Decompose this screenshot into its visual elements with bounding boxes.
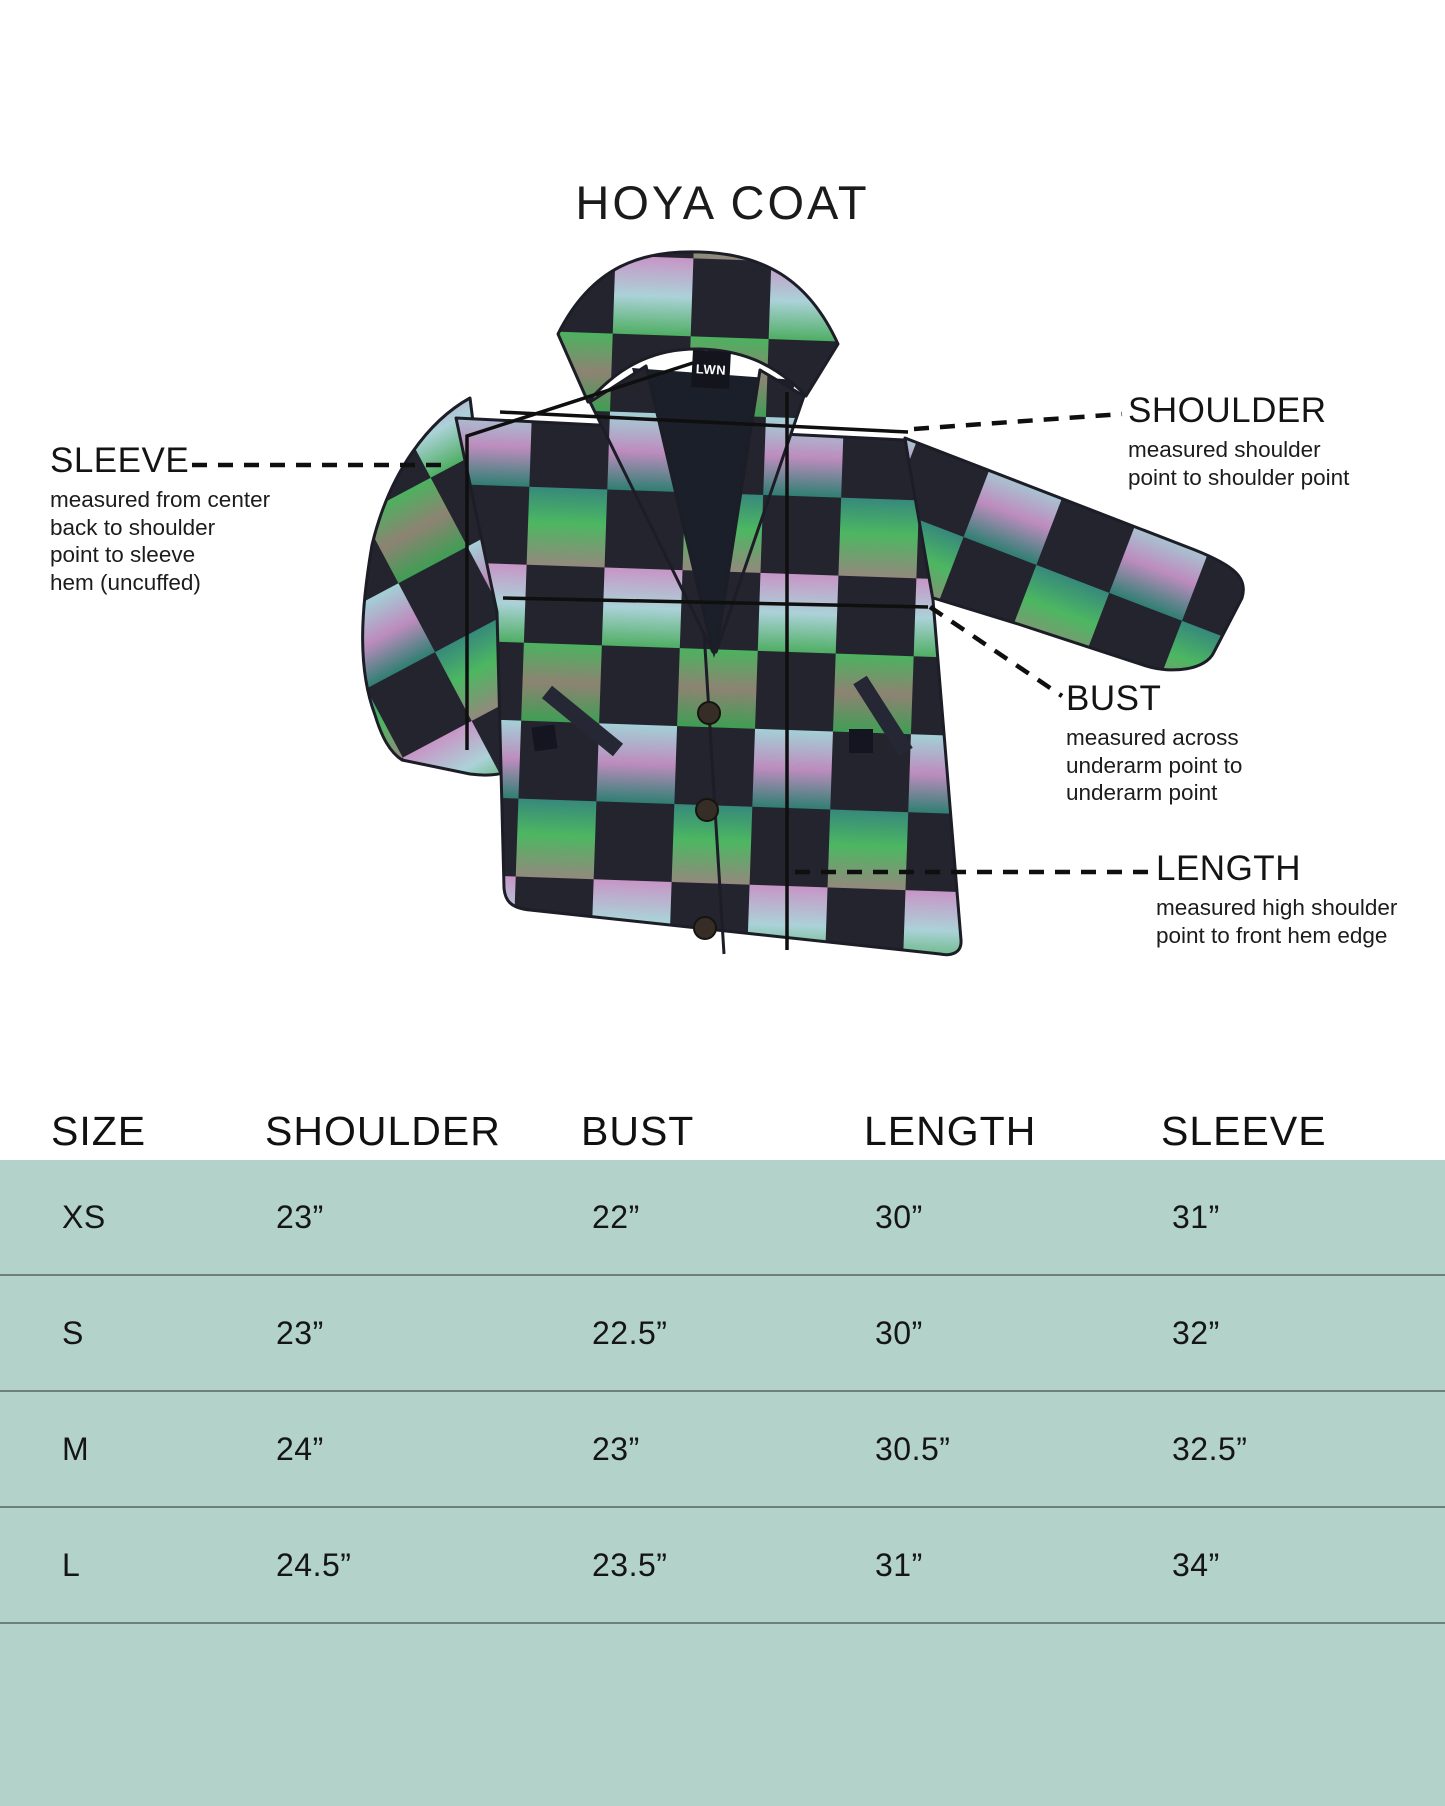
annotation-shoulder-line: measured shoulder bbox=[1128, 437, 1321, 462]
cell-sleeve: 34” bbox=[1172, 1546, 1220, 1583]
annotation-sleeve-line: hem (uncuffed) bbox=[50, 569, 201, 595]
cell-sleeve: 32.5” bbox=[1172, 1430, 1248, 1467]
cell-shoulder: 23” bbox=[276, 1314, 324, 1351]
cell-length: 30.5” bbox=[875, 1430, 951, 1467]
cell-bust: 23.5” bbox=[592, 1546, 668, 1583]
right-pocket-tab bbox=[849, 729, 873, 753]
cell-sleeve: 32” bbox=[1172, 1314, 1220, 1351]
cell-bust: 22.5” bbox=[592, 1314, 668, 1351]
annotation-sleeve-line: back to shoulder bbox=[50, 514, 216, 540]
brand-tag-text: LWN bbox=[695, 361, 727, 378]
annotation-bust-title: BUST bbox=[1066, 679, 1162, 718]
cell-size: M bbox=[62, 1430, 90, 1467]
column-header-bust: BUST bbox=[581, 1108, 695, 1154]
column-header-sleeve: SLEEVE bbox=[1161, 1108, 1327, 1154]
table-row-s bbox=[0, 1276, 1445, 1392]
annotation-length bbox=[1156, 849, 1397, 949]
cell-shoulder: 23” bbox=[276, 1198, 324, 1235]
cell-length: 30” bbox=[875, 1198, 923, 1235]
size-table-body bbox=[0, 1160, 1445, 1806]
annotation-length-title: LENGTH bbox=[1156, 849, 1301, 888]
cell-size: L bbox=[62, 1546, 81, 1583]
annotation-sleeve-line: measured from center bbox=[50, 487, 271, 512]
annotation-length-line: measured high shoulder bbox=[1156, 895, 1398, 920]
cell-length: 31” bbox=[875, 1546, 923, 1583]
shoulder-callout-dash bbox=[914, 414, 1122, 429]
page-title: HOYA COAT bbox=[575, 176, 870, 230]
column-header-size: SIZE bbox=[51, 1108, 147, 1154]
annotation-bust bbox=[1066, 679, 1242, 807]
table-row-l bbox=[0, 1508, 1445, 1624]
column-header-shoulder: SHOULDER bbox=[265, 1108, 501, 1154]
cell-sleeve: 31” bbox=[1172, 1198, 1220, 1235]
cell-bust: 23” bbox=[592, 1430, 640, 1467]
cell-size: XS bbox=[62, 1198, 106, 1235]
brand-tag bbox=[691, 350, 731, 389]
annotation-sleeve-title: SLEEVE bbox=[50, 441, 190, 480]
column-header-length: LENGTH bbox=[864, 1108, 1037, 1154]
annotation-shoulder-title: SHOULDER bbox=[1128, 391, 1327, 430]
annotation-shoulder-line: point to shoulder point bbox=[1128, 464, 1350, 490]
annotation-sleeve-line: point to sleeve bbox=[50, 542, 196, 567]
annotation-bust-line: underarm point bbox=[1066, 780, 1218, 805]
annotation-length-line: point to front hem edge bbox=[1156, 922, 1388, 948]
table-row-m bbox=[0, 1392, 1445, 1508]
cell-shoulder: 24.5” bbox=[276, 1546, 352, 1583]
cell-size: S bbox=[62, 1314, 84, 1351]
cell-length: 30” bbox=[875, 1314, 923, 1351]
cell-shoulder: 24” bbox=[276, 1430, 324, 1467]
size-table-header bbox=[0, 1090, 1445, 1160]
annotation-shoulder bbox=[1128, 391, 1349, 491]
size-table bbox=[0, 1090, 1445, 1806]
annotation-bust-line: measured across bbox=[1066, 725, 1239, 750]
cell-bust: 22” bbox=[592, 1198, 640, 1235]
annotation-bust-line: underarm point to bbox=[1066, 752, 1243, 778]
left-pocket-tab bbox=[531, 724, 557, 751]
annotation-sleeve bbox=[50, 441, 270, 596]
table-row-xs bbox=[0, 1160, 1445, 1276]
